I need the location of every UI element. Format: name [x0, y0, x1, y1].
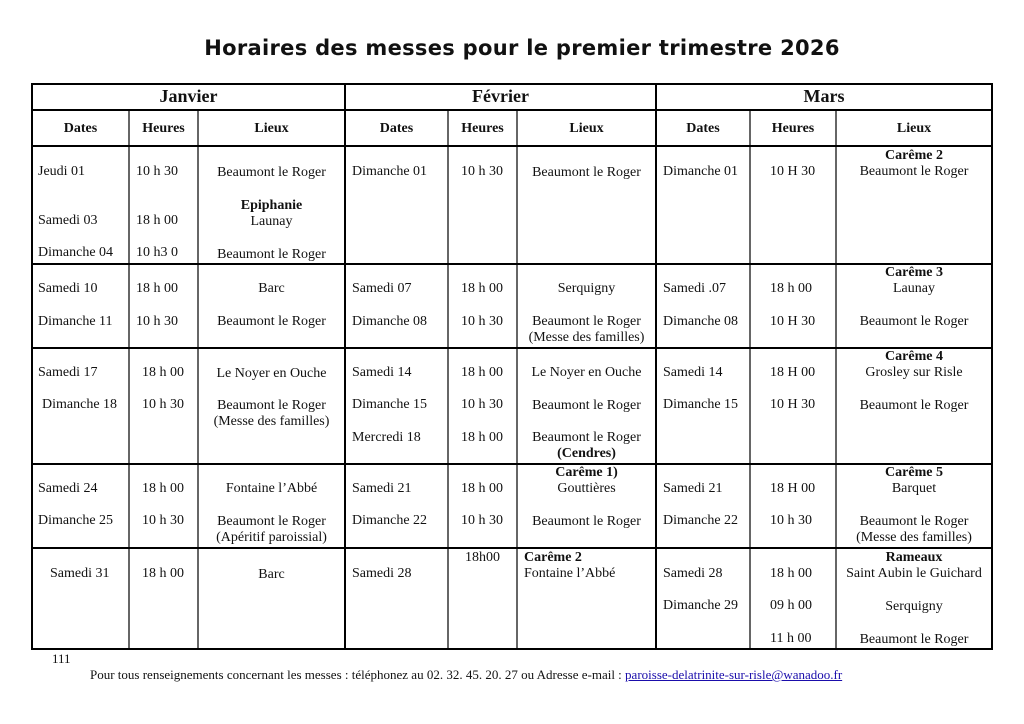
date-cell: Dimanche 01 — [352, 164, 428, 179]
time-cell: 10 H 30 — [770, 314, 816, 329]
place-note: (Messe des familles) — [213, 414, 330, 429]
date-cell: Dimanche 11 — [38, 314, 113, 329]
date-cell: Dimanche 04 — [38, 245, 114, 260]
place-cell: Beaumont le Roger — [217, 165, 326, 180]
liturgical-label: Carême 2 — [885, 148, 943, 163]
date-cell: Dimanche 01 — [663, 164, 739, 179]
date-cell: Jeudi 01 — [38, 164, 86, 179]
month-fevrier: Février — [472, 86, 529, 106]
time-cell: 18 h 00 — [142, 566, 184, 581]
time-cell: 18 h 00 — [136, 281, 178, 296]
date-cell: Samedi 03 — [38, 213, 98, 228]
date-cell: Dimanche 08 — [352, 314, 428, 329]
date-cell: Samedi 14 — [663, 365, 723, 380]
place-cell: Beaumont le Roger — [217, 398, 326, 413]
col-header-heures: Heures — [771, 121, 815, 136]
time-cell: 10 h 30 — [136, 164, 178, 179]
col-header-heures: Heures — [142, 121, 185, 136]
place-cell: Beaumont le Roger — [217, 314, 326, 329]
place-cell: Fontaine l’Abbé — [225, 481, 318, 496]
date-cell: Dimanche 22 — [663, 513, 739, 528]
place-cell: Beaumont le Roger — [532, 430, 641, 445]
liturgical-label: Rameaux — [885, 550, 943, 565]
date-cell: Samedi 21 — [663, 481, 723, 496]
time-cell: 18 h 00 — [461, 365, 503, 380]
time-cell: 18 h 00 — [142, 481, 184, 496]
time-cell: 18 H 00 — [770, 481, 816, 496]
place-cell: Grosley sur Risle — [865, 365, 963, 380]
date-cell: Dimanche 15 — [352, 397, 428, 412]
time-cell: 18 h 00 — [461, 481, 503, 496]
time-cell: 18 h 00 — [136, 213, 178, 228]
date-cell: Samedi .07 — [663, 281, 726, 296]
month-janvier: Janvier — [159, 86, 218, 106]
place-note: (Cendres) — [557, 446, 616, 461]
date-cell: Dimanche 22 — [352, 513, 428, 528]
time-cell: 10 h 30 — [142, 513, 184, 528]
time-cell: 18 h 00 — [461, 281, 503, 296]
place-cell: Beaumont le Roger — [532, 514, 641, 529]
date-cell: Samedi 17 — [38, 365, 98, 380]
liturgical-label: Carême 2 — [524, 550, 582, 565]
place-cell: Le Noyer en Ouche — [216, 366, 327, 381]
time-cell: 18 h 00 — [770, 566, 812, 581]
liturgical-label: Carême 4 — [885, 349, 943, 364]
time-cell: 10 H 30 — [770, 164, 816, 179]
place-cell: Fontaine l’Abbé — [524, 566, 616, 581]
time-cell: 11 h 00 — [770, 631, 812, 646]
date-cell: Dimanche 15 — [663, 397, 739, 412]
place-cell: Beaumont le Roger — [217, 247, 326, 262]
liturgical-label: Carême 5 — [885, 465, 943, 480]
date-cell: Dimanche 29 — [663, 598, 739, 613]
email-link[interactable]: paroisse-delatrinite-sur-risle@wanadoo.fr — [625, 667, 843, 682]
date-cell: Samedi 28 — [352, 566, 412, 581]
liturgical-label: Carême 3 — [885, 265, 943, 280]
place-cell: Launay — [893, 281, 935, 296]
time-cell: 10 h3 0 — [136, 245, 178, 260]
time-cell: 18 h 00 — [142, 365, 184, 380]
col-header-dates: Dates — [63, 121, 98, 136]
place-cell: Gouttières — [557, 481, 616, 496]
time-cell: 18h00 — [465, 550, 500, 565]
date-cell: Dimanche 18 — [42, 397, 118, 412]
date-cell: Samedi 10 — [38, 281, 98, 296]
time-cell: 10 h 30 — [142, 397, 184, 412]
page-number: 111 — [52, 651, 71, 666]
col-header-dates: Dates — [379, 121, 414, 136]
month-mars: Mars — [803, 86, 845, 106]
place-note: (Messe des familles) — [528, 330, 645, 345]
time-cell: 10 h 30 — [461, 513, 503, 528]
date-cell: Samedi 28 — [663, 566, 723, 581]
place-cell: Beaumont le Roger — [859, 632, 969, 647]
time-cell: 10 h 30 — [461, 397, 503, 412]
place-cell: Beaumont le Roger — [532, 165, 641, 180]
time-cell: 10 h 30 — [461, 314, 503, 329]
date-cell: Samedi 14 — [352, 365, 412, 380]
place-cell: Le Noyer en Ouche — [531, 365, 642, 380]
col-header-dates: Dates — [686, 121, 720, 136]
place-note: (Messe des familles) — [856, 530, 972, 545]
col-header-lieux: Lieux — [569, 121, 604, 136]
place-cell: Beaumont le Roger — [532, 398, 641, 413]
place-cell: Beaumont le Roger — [532, 314, 641, 329]
liturgical-label: Carême 1) — [555, 465, 618, 480]
place-cell: Beaumont le Roger — [859, 398, 969, 413]
date-cell: Samedi 24 — [38, 481, 98, 496]
date-cell: Dimanche 08 — [663, 314, 739, 329]
time-cell: 18 H 00 — [770, 365, 816, 380]
time-cell: 10 h 30 — [461, 164, 503, 179]
col-header-lieux: Lieux — [254, 121, 289, 136]
place-cell: Saint Aubin le Guichard — [846, 566, 982, 581]
place-cell: Beaumont le Roger — [859, 514, 969, 529]
place-cell: Serquigny — [885, 599, 943, 614]
place-cell: Serquigny — [557, 281, 616, 296]
date-cell: Samedi 21 — [352, 481, 412, 496]
time-cell: 10 h 30 — [770, 513, 812, 528]
date-cell: Samedi 31 — [50, 566, 110, 581]
date-cell: Mercredi 18 — [352, 430, 421, 445]
time-cell: 09 h 00 — [770, 598, 812, 613]
page-title-text: Horaires des messes pour le premier trimestre 2026 — [204, 36, 840, 60]
date-cell: Dimanche 25 — [38, 513, 114, 528]
col-header-lieux: Lieux — [896, 121, 932, 136]
place-cell: Barc — [258, 281, 285, 296]
place-cell: Beaumont le Roger — [859, 164, 969, 179]
footer-text: Pour tous renseignements concernant les messes : téléphonez au 02. 32. 45. 20. 27 ou Adresse e-mail : — [90, 667, 626, 682]
place-cell: Barc — [258, 567, 285, 582]
place-cell: Barquet — [891, 481, 937, 496]
time-cell: 10 h 30 — [136, 314, 178, 329]
footer-note — [90, 667, 842, 683]
liturgical-label: Epiphanie — [240, 198, 303, 213]
place-cell: Launay — [250, 214, 293, 229]
place-cell: Beaumont le Roger — [217, 514, 326, 529]
time-cell: 18 h 00 — [770, 281, 812, 296]
time-cell: 18 h 00 — [461, 430, 503, 445]
place-note: (Apéritif paroissial) — [216, 530, 327, 545]
col-header-heures: Heures — [461, 121, 504, 136]
time-cell: 10 H 30 — [770, 397, 816, 412]
place-cell: Beaumont le Roger — [859, 314, 969, 329]
date-cell: Samedi 07 — [352, 281, 412, 296]
